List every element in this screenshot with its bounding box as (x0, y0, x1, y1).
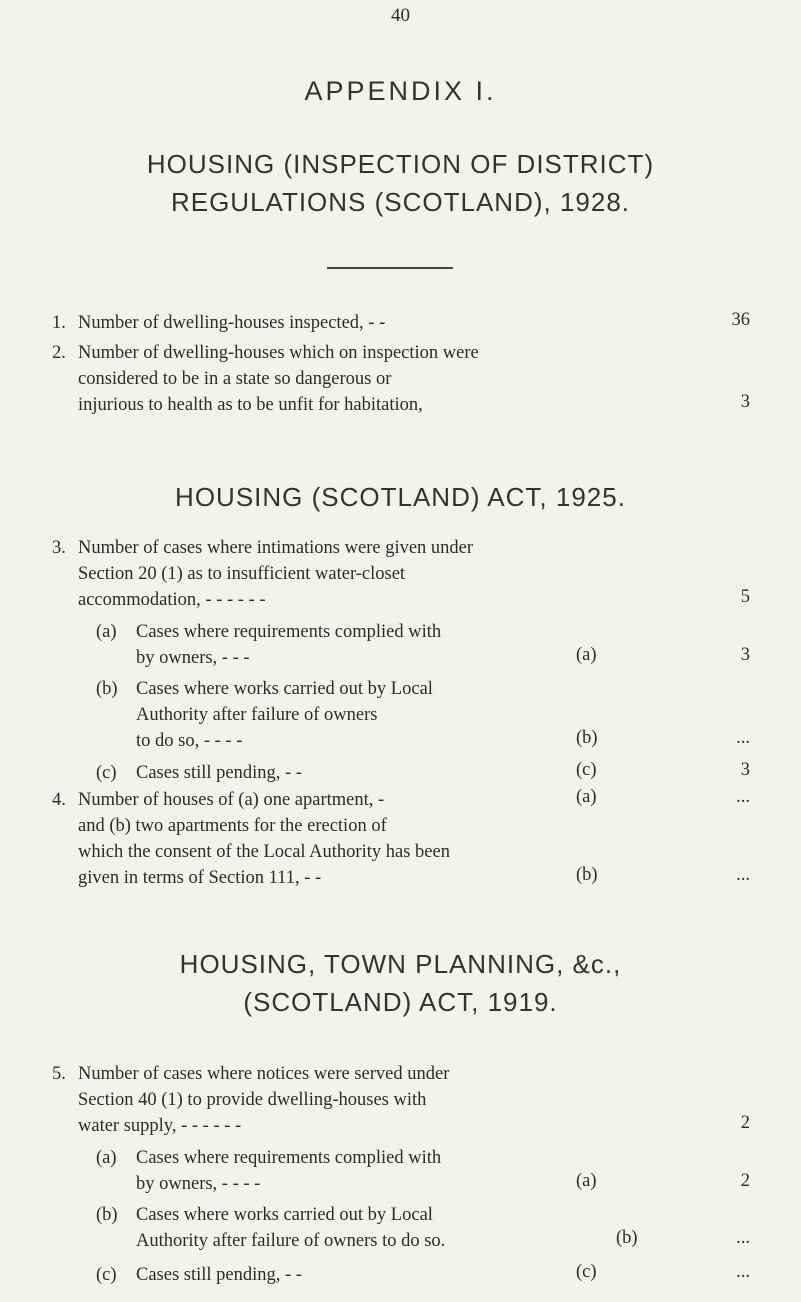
item-text-line: water supply, - - - - - - (78, 1116, 242, 1136)
item-4-tag-b: (b) (576, 865, 598, 885)
section1-heading-line2: REGULATIONS (SCOTLAND), 1928. (170, 187, 631, 217)
item-3b-value: ... (736, 728, 750, 748)
item-number: 4. (52, 790, 66, 810)
item-5b-tag: (b) (616, 1228, 638, 1248)
sub-label: (a) (96, 622, 117, 642)
item-3a-value: 3 (740, 645, 750, 665)
item-5b (96, 1202, 612, 1254)
item-4-value-a: ... (736, 787, 750, 807)
item-text-line: Number of houses of (a) one apartment, - (78, 790, 385, 810)
section2-heading: HOUSING (SCOTLAND) ACT, 1925. (175, 482, 626, 512)
sub-text-line: Authority after failure of owners (136, 705, 378, 725)
sub-label: (b) (96, 1205, 118, 1225)
sub-text-line: by owners, - - - - (136, 1174, 261, 1194)
item-3 (52, 535, 612, 615)
sub-text-line: Cases where requirements complied with (136, 622, 442, 642)
item-5a (96, 1145, 612, 1197)
item-text-line: and (b) two apartments for the erection of (78, 816, 387, 836)
item-5b-value: ... (736, 1228, 750, 1248)
item-5c-tag: (c) (576, 1262, 597, 1282)
sub-label: (b) (96, 679, 118, 699)
sub-label: (c) (96, 763, 117, 783)
item-text-line: Number of dwelling-houses which on inspection were (78, 343, 479, 363)
item-2 (52, 340, 612, 420)
item-3a-tag: (a) (576, 645, 597, 665)
sub-text-line: by owners, - - - (136, 648, 250, 668)
item-5a-tag: (a) (576, 1171, 597, 1191)
divider-rule (327, 267, 453, 269)
item-text-line: Section 20 (1) as to insufficient water-closet (78, 564, 406, 584)
item-text-line: considered to be in a state so dangerous or (78, 369, 392, 389)
item-4-tag-a: (a) (576, 787, 597, 807)
item-number: 3. (52, 538, 66, 558)
appendix-title: APPENDIX I. (304, 76, 497, 106)
item-4 (52, 787, 612, 891)
item-3b (96, 676, 612, 754)
item-3a (96, 619, 612, 671)
item-3c-value: 3 (740, 760, 750, 780)
item-text-line: Section 40 (1) to provide dwelling-houses with (78, 1090, 427, 1110)
section1-heading-line1: HOUSING (INSPECTION OF DISTRICT) (146, 149, 655, 179)
item-text-line: injurious to health as to be unfit for habitation, (78, 395, 423, 415)
item-number: 1. (52, 313, 66, 333)
sub-label: (a) (96, 1148, 117, 1168)
item-text: Number of dwelling-houses inspected, - - (78, 313, 386, 333)
item-text-line: Number of cases where intimations were given under (78, 538, 474, 558)
sub-label: (c) (96, 1265, 117, 1285)
item-1-value: 36 (731, 310, 750, 330)
item-3-value: 5 (740, 587, 750, 607)
sub-text-line: Cases still pending, - - (136, 763, 302, 783)
sub-text-line: Cases where requirements complied with (136, 1148, 442, 1168)
item-5-value: 2 (740, 1113, 750, 1133)
item-text-line: which the consent of the Local Authority has been (78, 842, 450, 862)
item-4-value-b: ... (736, 865, 750, 885)
item-5 (52, 1061, 612, 1141)
item-5a-value: 2 (740, 1171, 750, 1191)
item-text-line: Number of cases where notices were served under (78, 1064, 450, 1084)
section3-heading-line2: (SCOTLAND) ACT, 1919. (243, 987, 558, 1017)
item-3b-tag: (b) (576, 728, 598, 748)
item-3c-tag: (c) (576, 760, 597, 780)
section3-heading-line1: HOUSING, TOWN PLANNING, &c., (179, 949, 622, 979)
sub-text-line: to do so, - - - - (136, 731, 243, 751)
item-5c-value: ... (736, 1262, 750, 1282)
item-2-value: 3 (740, 392, 750, 412)
item-number: 5. (52, 1064, 66, 1084)
sub-text-line: Authority after failure of owners to do so. (136, 1231, 446, 1251)
page-number: 40 (391, 5, 410, 26)
sub-text-line: Cases still pending, - - (136, 1265, 302, 1285)
item-text-line: given in terms of Section 111, - - (78, 868, 322, 888)
sub-text-line: Cases where works carried out by Local (136, 1205, 433, 1225)
item-text-line: accommodation, - - - - - - (78, 590, 266, 610)
item-number: 2. (52, 343, 66, 363)
sub-text-line: Cases where works carried out by Local (136, 679, 433, 699)
